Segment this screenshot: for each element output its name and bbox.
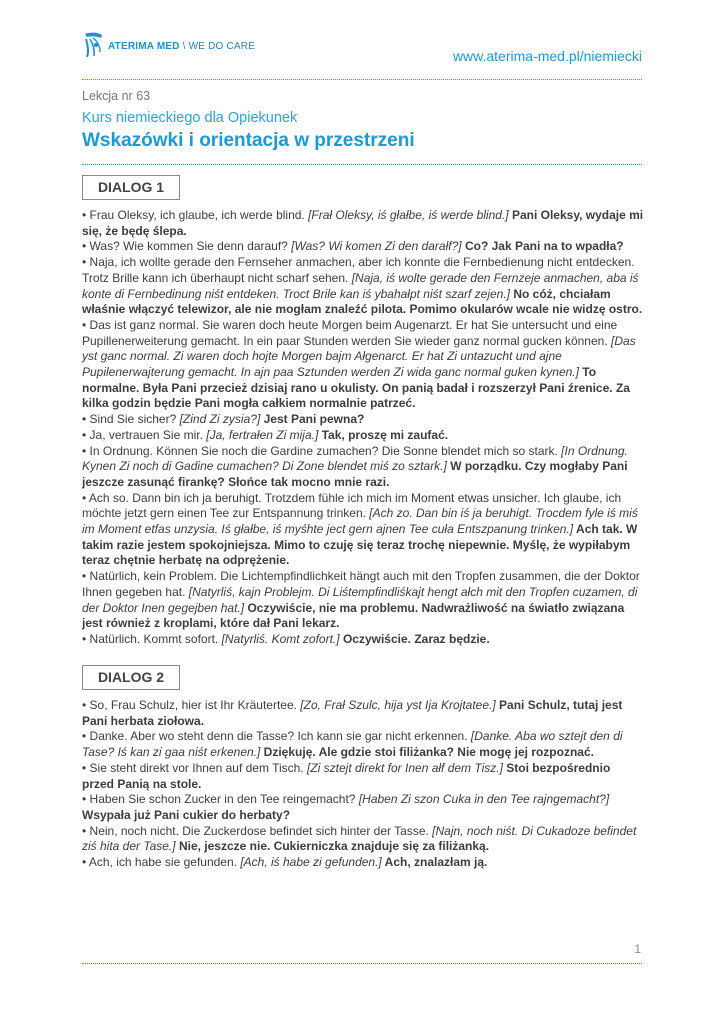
polish-translation: Nie, jeszcze nie. Cukierniczka znajduje się za filiżanką. bbox=[175, 839, 490, 854]
dialog-line bbox=[82, 632, 644, 648]
german-text: • Ach, ich habe sie gefunden. bbox=[82, 855, 241, 870]
page-number: 1 bbox=[634, 942, 641, 956]
dialog-line bbox=[82, 792, 644, 823]
logo-brand: ATERIMA MED bbox=[108, 41, 180, 52]
german-text: • Was? Wie kommen Sie denn darauf? bbox=[82, 239, 292, 254]
dialog-line bbox=[82, 208, 644, 239]
polish-translation: Dziękuję. Ale gdzie stoi filiżanka? Nie mogę jej rozpoznać. bbox=[260, 745, 594, 760]
course-name: Kurs niemieckiego dla Opiekunek bbox=[82, 110, 298, 126]
german-text: • Sie steht direkt vor Ihnen auf dem Tisch. bbox=[82, 760, 307, 775]
dialog-line bbox=[82, 698, 644, 729]
german-text: • Danke. Aber wo steht denn die Tasse? Ich kann sie gar nicht erkennen. bbox=[82, 729, 471, 744]
dialog-line bbox=[82, 824, 644, 855]
dialog-line bbox=[82, 255, 644, 318]
dialog-1-heading: DIALOG 1 bbox=[82, 175, 180, 200]
footer-divider bbox=[82, 963, 642, 964]
polish-translation: Pani Oleksy, wydaje mi się, że będę ślepa. bbox=[82, 208, 644, 238]
pronunciation-text: [Das yst ganc normal. Zi waren doch hojte Morgen bajm Ałgenarct. Er hat Zi untazucht und ajne Pupilenerwajterung gemacht. In ajn paa Sztunden werden Zi wida ganc normal guken kynen.] bbox=[82, 333, 636, 380]
german-text: • Ach so. Dann bin ich ja beruhigt. Trotzdem fühle ich mich im Moment etwas unsicher. Ich glaube, ich möchte jetzt gern einen Tee zur Entspannung trinken. bbox=[82, 490, 622, 521]
german-text: • Naja, ich wollte gerade den Fernseher anmachen, aber ich konnte die Fernbedienung nicht entdecken. Trotz Brille kann ich überhaupt nicht scharf sehen. bbox=[82, 255, 635, 285]
dialog-line bbox=[82, 412, 644, 428]
header-divider bbox=[82, 79, 642, 80]
page-title: Wskazówki i orientacja w przestrzeni bbox=[82, 130, 415, 151]
pronunciation-text: [Ja, fertrałen Zi mija.] bbox=[206, 427, 319, 442]
page-header bbox=[82, 32, 642, 72]
pronunciation-text: [Haben Zi szon Cuka in den Tee rajngemacht?] bbox=[358, 792, 610, 807]
polish-translation: W porządku. Czy mogłaby Pani jeszcze zasunąć firankę? Słońce tak mocno mnie razi. bbox=[82, 459, 628, 489]
dialog-line bbox=[82, 569, 644, 632]
dialog-line bbox=[82, 761, 644, 792]
german-text: • Frau Oleksy, ich glaube, ich werde blind. bbox=[82, 208, 309, 222]
polish-translation: Oczywiście, nie ma problemu. Nadwrażliwość na światło związana jest również z kroplami, które dał Pani lekarz. bbox=[82, 600, 625, 631]
dialog-line bbox=[82, 428, 644, 444]
polish-translation: Tak, proszę mi zaufać. bbox=[318, 427, 449, 442]
pronunciation-text: [Zo, Frał Szulc, hija yst Ija Krojtatee.] bbox=[300, 698, 496, 712]
german-text: • So, Frau Schulz, hier ist Ihr Kräutertee. bbox=[82, 698, 301, 712]
pronunciation-text: [Danke. Aba wo sztejt den di Tase? Iś kan zi gaa niśt erkenen.] bbox=[82, 729, 623, 760]
german-text: • Sind Sie sicher? bbox=[82, 412, 180, 427]
pronunciation-text: [Zind Zi zysia?] bbox=[179, 412, 261, 427]
pronunciation-text: [Natyrliś. Komt zofort.] bbox=[221, 631, 340, 646]
dialog-2-heading: DIALOG 2 bbox=[82, 665, 180, 690]
german-text: • Natürlich. Kommt sofort. bbox=[82, 631, 222, 646]
pronunciation-text: [Natyrliś, kajn Problejm. Di Liśtempfindliśkajt hengt ałch mit den Tropfen cuzamen, di der Doktor Inen gegejben hat.] bbox=[82, 584, 638, 615]
logo-icon bbox=[82, 32, 104, 58]
polish-translation: Stoi bezpośrednio przed Panią na stole. bbox=[82, 760, 611, 791]
pronunciation-text: [Najn, noch niśt. Di Cukadoze befindet ziś hita der Tase.] bbox=[82, 823, 637, 854]
logo-tagline: WE DO CARE bbox=[188, 41, 256, 52]
dialog-line bbox=[82, 729, 644, 760]
lesson-number: Lekcja nr 63 bbox=[82, 89, 151, 103]
german-text: • Nein, noch nicht. Die Zuckerdose befindet sich hinter der Tasse. bbox=[82, 823, 433, 838]
dialog-line bbox=[82, 855, 644, 871]
pronunciation-text: [Zi sztejt direkt for Inen ałf dem Tisz.] bbox=[306, 760, 503, 775]
dialog-line bbox=[82, 239, 644, 255]
dialog-line bbox=[82, 318, 644, 412]
pronunciation-text: [Naja, iś wolte gerade den Fernzeje anmachen, aba iś konte di Fernbedinung niśt entdeken. Troct Brile kan iś ybahałpt niśt szarf zejen.] bbox=[82, 270, 639, 301]
polish-translation: To normalne. Była Pani przecież dzisiaj rano u okulisty. On panią badał i rozszerzył Pani źrenice. Za kilka godzin będzie Pani mogła całkiem normalnie patrzeć. bbox=[82, 365, 630, 411]
title-divider bbox=[82, 164, 642, 165]
polish-translation: Ach, znalazłam ją. bbox=[381, 855, 488, 870]
pronunciation-text: [In Ordnung. Kynen Zi noch di Gadine cumachen? Di Zone blendet miś zo sztark.] bbox=[82, 443, 628, 474]
dialog-line bbox=[82, 444, 644, 491]
pronunciation-text: [Was? Wi komen Zi den darałf?] bbox=[291, 239, 462, 254]
pronunciation-text: [Ach zo. Dan bin iś ja beruhigt. Trocdem fyle iś miś im Moment etfas unzysia. Iś głałbe, iś myśhte ject gern ajnen Tee cuła Entszpanung trinken.] bbox=[82, 506, 638, 537]
polish-translation: Oczywiście. Zaraz będzie. bbox=[339, 631, 490, 646]
polish-translation: Wsypała już Pani cukier do herbaty? bbox=[82, 807, 291, 822]
logo[interactable] bbox=[82, 32, 255, 58]
polish-translation: Jest Pani pewna? bbox=[260, 412, 365, 427]
dialog-2-text bbox=[82, 698, 644, 871]
pronunciation-text: [Frał Oleksy, iś głałbe, iś werde blind.] bbox=[308, 208, 509, 222]
dialog-1-text bbox=[82, 208, 644, 648]
german-text: • In Ordnung. Können Sie noch die Gardine zumachen? Die Sonne blendet mich so stark. bbox=[82, 443, 562, 458]
german-text: • Haben Sie schon Zucker in den Tee reingemacht? bbox=[82, 792, 359, 807]
pronunciation-text: [Ach, iś habe zi gefunden.] bbox=[240, 855, 382, 870]
dialog-line bbox=[82, 491, 644, 570]
polish-translation: Ach tak. W takim razie jestem spokojniejsza. Mimo to czuję się teraz trochę niepewnie. Myślę, że wypiłabym teraz chętnie herbatę na odprężenie. bbox=[82, 522, 638, 568]
german-text: • Natürlich, kein Problem. Die Lichtempfindlichkeit hängt auch mit den Tropfen zusammen, die der Doktor Ihnen gegeben hat. bbox=[82, 569, 640, 599]
polish-translation: Pani Schulz, tutaj jest Pani herbata ziołowa. bbox=[82, 698, 623, 728]
polish-translation: No cóż, chciałam właśnie włączyć telewizor, ale nie mogłam znaleźć pilota. Pomimo okularów wcale nie widzę ostro. bbox=[82, 286, 643, 317]
german-text: • Ja, vertrauen Sie mir. bbox=[82, 427, 207, 442]
polish-translation: Co? Jak Pani na to wpadła? bbox=[461, 239, 624, 254]
site-url-link[interactable]: www.aterima-med.pl/niemiecki bbox=[452, 48, 642, 64]
logo-text: ATERIMA MED \ WE DO CARE bbox=[108, 41, 256, 52]
german-text: • Das ist ganz normal. Sie waren doch heute Morgen beim Augenarzt. Er hat Sie untersucht und eine Pupillenerweiterung gemacht. In ein paar Stunden werden Sie wieder ganz normal gucken können. bbox=[82, 317, 618, 348]
